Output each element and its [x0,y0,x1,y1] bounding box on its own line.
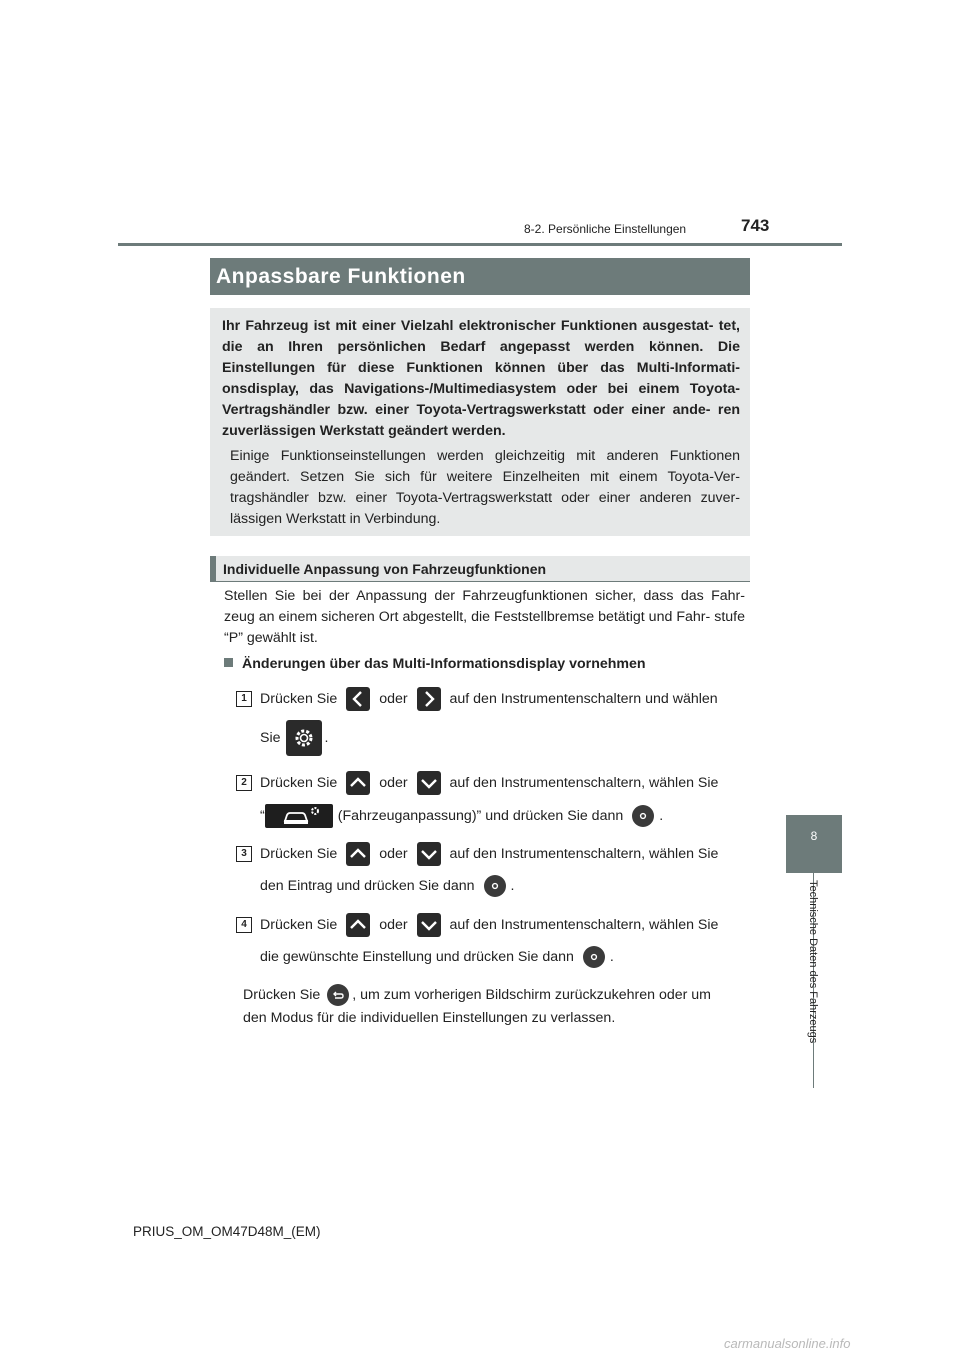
step-text: . [659,807,664,824]
intro-note-line: geändert. Setzen Sie sich für weitere Einzelheiten mit einem Toyota-Ver- [230,469,740,485]
paragraph-line: stufe “P” gewählt ist. [224,609,745,646]
chapter-side-title [805,880,825,1080]
step-2-line-a [260,771,718,795]
step-number: 3 [236,846,252,862]
step-4-line-a [260,913,718,937]
ok-button-icon [632,805,654,827]
step-text: . [324,729,329,746]
step-text: auf den Instrumentenschaltern, wählen Sie [449,916,719,933]
paragraph-line: zeug an einem sicheren Ort abgestellt, die Feststellbremse betätigt und Fahr- [224,609,711,625]
bullet-heading-text: Änderungen über das Multi-Informationsdisplay vornehmen [242,656,646,672]
chevron-down-icon [417,842,441,866]
step-number: 2 [236,775,252,791]
back-button-icon [327,984,349,1006]
watermark: carmanualsonline.info [724,1336,851,1351]
step-text: . [510,877,515,894]
step-text: oder [379,774,408,791]
closing-line-a [243,984,711,1006]
chevron-left-icon [346,687,370,711]
step-text: auf den Instrumentenschaltern, wählen Sie [449,774,719,791]
bullet-heading [224,656,646,672]
step-text: Drücken Sie [260,916,338,933]
step-1-line-a [260,687,718,711]
intro-line: Vertragshändler bzw. einer Toyota-Vertragswerkstatt oder einer ande- [222,402,711,418]
step-3-line-a [260,842,718,866]
closing-text: , um zum vorherigen Bildschirm zurückzukehren oder um [352,986,712,1003]
chapter-tab [786,815,842,873]
step-text: Drücken Sie [260,774,338,791]
paragraph-line: Stellen Sie bei der Anpassung der Fahrzeugfunktionen sicher, dass das Fahr- [224,588,745,604]
intro-line: Einstellungen für diese Funktionen können über das Multi-Informati- [222,360,740,376]
step-4-line-b [260,946,614,968]
step-text: Sie [260,729,281,746]
bullet-square-icon [224,658,233,667]
step-1-line-b [260,720,328,756]
step-3-line-b [260,875,514,897]
intro-note-line: tragshändler bzw. einer Toyota-Vertragswerkstatt oder einer anderen zuver- [230,490,740,506]
step-2-line-b [260,804,663,828]
gear-icon [286,720,322,756]
section-title-bar [210,258,750,295]
step-text: “ [260,807,265,824]
chevron-down-icon [417,913,441,937]
step-text: Drücken Sie [260,845,338,862]
step-number: 1 [236,691,252,707]
chevron-up-icon [346,842,370,866]
chapter-tab-number: 8 [810,829,818,843]
intro-line: onsdisplay, das Navigations-/Multimediasystem oder bei einem Toyota- [222,381,740,397]
section-title: Anpassbare Funktionen [216,265,466,288]
step-text: auf den Instrumentenschaltern, wählen Sie [449,845,719,862]
intro-line: ren zuverlässigen Werkstatt geändert werden. [222,402,740,439]
chevron-up-icon [346,771,370,795]
running-header-section: 8-2. Persönliche Einstellungen [524,222,687,236]
step-text: . [609,948,614,965]
safety-paragraph [224,586,745,649]
step-text: oder [379,690,408,707]
chapter-side-title-text: Technische Daten des Fahrzeugs [807,880,819,1044]
closing-text: Drücken Sie [243,986,321,1003]
intro-note-line: lässigen Werkstatt in Verbindung. [230,511,441,527]
chevron-up-icon [346,913,370,937]
subheading-accent [210,556,216,581]
document-code: PRIUS_OM_OM47D48M_(EM) [133,1224,321,1239]
intro-line: tet, die an Ihren persönlichen Bedarf angepasst werden können. Die [222,318,740,355]
ok-button-icon [484,875,506,897]
closing-line-b: den Modus für die individuellen Einstellungen zu verlassen. [243,1010,616,1026]
car-gear-icon [265,804,333,828]
intro-text [222,316,740,442]
step-text: oder [379,845,408,862]
intro-note-line: Einige Funktionseinstellungen werden gleichzeitig mit anderen Funktionen [230,448,740,464]
step-text: Drücken Sie [260,690,338,707]
ok-button-icon [583,946,605,968]
header-rule [118,243,842,246]
page-number: 743 [741,216,770,235]
chevron-right-icon [417,687,441,711]
step-text: die gewünschte Einstellung und drücken Sie dann [260,948,574,965]
step-text: oder [379,916,408,933]
step-number: 4 [236,917,252,933]
step-text: den Eintrag und drücken Sie dann [260,877,475,894]
intro-note [230,446,740,530]
chevron-down-icon [417,771,441,795]
intro-line: Ihr Fahrzeug ist mit einer Vielzahl elektronischer Funktionen ausgestat- [222,318,714,334]
step-text: (Fahrzeuganpassung)” und drücken Sie dann [337,807,624,824]
subheading: Individuelle Anpassung von Fahrzeugfunktionen [223,561,547,577]
step-text: auf den Instrumentenschaltern und wählen [449,690,718,707]
